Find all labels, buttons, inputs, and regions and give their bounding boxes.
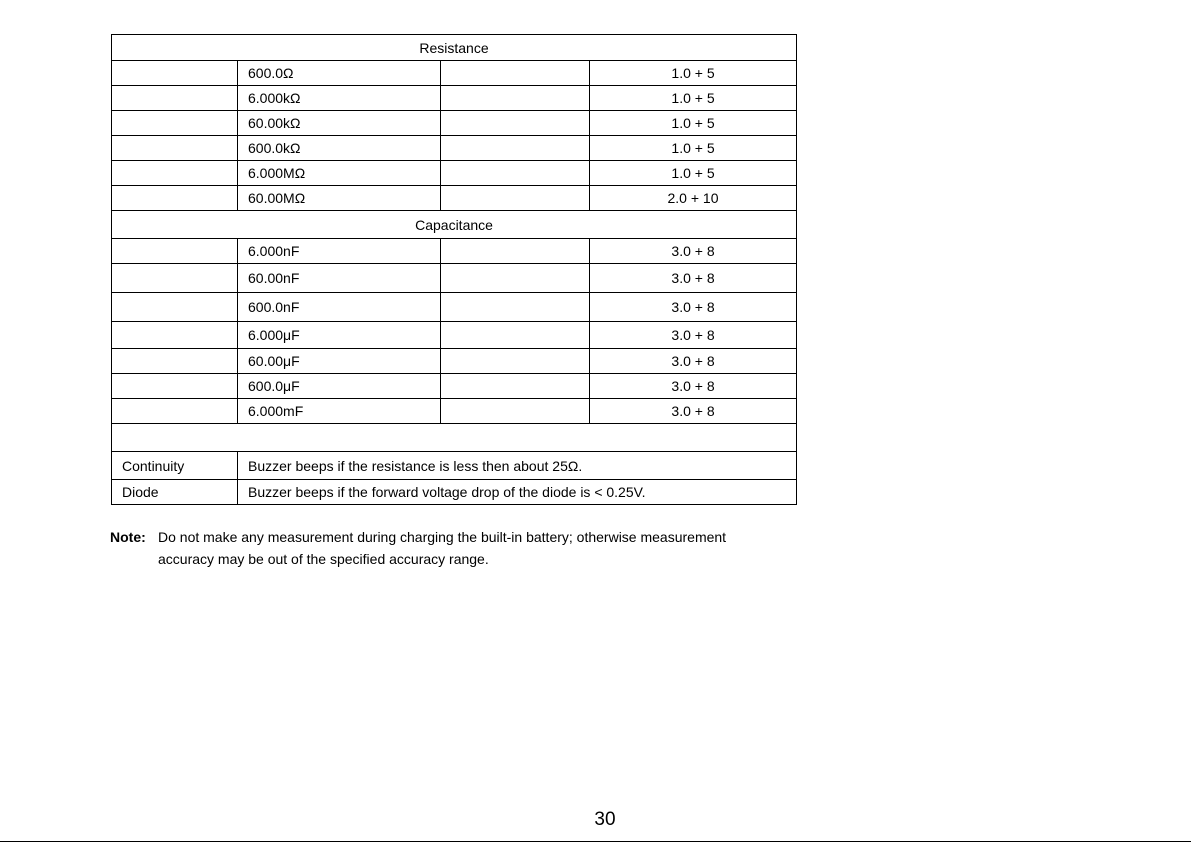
resistance-section-title: Resistance [112, 35, 797, 61]
accuracy-cell: 1.0 + 5 [590, 136, 797, 161]
range-cell: 6.000mF [238, 399, 441, 424]
resolution-cell [441, 322, 590, 349]
resolution-cell [441, 86, 590, 111]
resistance-row [112, 86, 797, 111]
diode-row [112, 480, 797, 505]
accuracy-cell: 3.0 + 8 [590, 239, 797, 264]
function-cell [112, 399, 238, 424]
resolution-cell [441, 161, 590, 186]
capacitance-row [112, 264, 797, 293]
range-cell: 6.000nF [238, 239, 441, 264]
range-cell: 6.000kΩ [238, 86, 441, 111]
range-cell: 600.0kΩ [238, 136, 441, 161]
continuity-description: Buzzer beeps if the resistance is less then about 25Ω. [238, 452, 797, 480]
diode-description: Buzzer beeps if the forward voltage drop of the diode is < 0.25V. [238, 480, 797, 505]
function-cell [112, 293, 238, 322]
function-cell [112, 374, 238, 399]
accuracy-cell: 3.0 + 8 [590, 349, 797, 374]
range-cell: 60.00MΩ [238, 186, 441, 211]
note-line-1: Do not make any measurement during charging the built-in battery; otherwise measurement [158, 529, 727, 545]
range-cell: 60.00kΩ [238, 111, 441, 136]
note-label: Note: [110, 529, 146, 545]
resistance-row [112, 111, 797, 136]
resolution-cell [441, 293, 590, 322]
capacitance-row [112, 374, 797, 399]
resolution-cell [441, 186, 590, 211]
resolution-cell [441, 349, 590, 374]
resolution-cell [441, 239, 590, 264]
range-cell: 6.000μF [238, 322, 441, 349]
function-cell [112, 239, 238, 264]
resolution-cell [441, 136, 590, 161]
resistance-header-row [112, 35, 797, 61]
resistance-row [112, 136, 797, 161]
range-cell: 600.0nF [238, 293, 441, 322]
accuracy-cell: 2.0 + 10 [590, 186, 797, 211]
function-cell [112, 186, 238, 211]
capacitance-row [112, 293, 797, 322]
range-cell: 600.0Ω [238, 61, 441, 86]
range-cell: 60.00nF [238, 264, 441, 293]
continuity-row [112, 452, 797, 480]
accuracy-cell: 1.0 + 5 [590, 86, 797, 111]
function-cell [112, 349, 238, 374]
note-block [110, 526, 830, 570]
resolution-cell [441, 374, 590, 399]
capacitance-row [112, 349, 797, 374]
specification-table [111, 34, 797, 505]
capacitance-row [112, 399, 797, 424]
capacitance-section-title: Capacitance [112, 211, 797, 239]
range-cell: 600.0μF [238, 374, 441, 399]
accuracy-cell: 3.0 + 8 [590, 374, 797, 399]
resistance-row [112, 186, 797, 211]
function-cell [112, 61, 238, 86]
accuracy-cell: 1.0 + 5 [590, 111, 797, 136]
resistance-row [112, 61, 797, 86]
empty-row [112, 424, 797, 452]
accuracy-cell: 3.0 + 8 [590, 264, 797, 293]
capacitance-row [112, 239, 797, 264]
diode-label: Diode [112, 480, 238, 505]
function-cell [112, 264, 238, 293]
accuracy-cell: 3.0 + 8 [590, 399, 797, 424]
capacitance-row [112, 322, 797, 349]
empty-cell [112, 424, 797, 452]
note-line-2: accuracy may be out of the specified accuracy range. [158, 551, 489, 567]
resolution-cell [441, 264, 590, 293]
function-cell [112, 322, 238, 349]
resolution-cell [441, 399, 590, 424]
accuracy-cell: 3.0 + 8 [590, 322, 797, 349]
range-cell: 60.00μF [238, 349, 441, 374]
page-number: 30 [594, 809, 616, 830]
accuracy-cell: 3.0 + 8 [590, 293, 797, 322]
resolution-cell [441, 111, 590, 136]
range-cell: 6.000MΩ [238, 161, 441, 186]
page-bottom-rule [0, 841, 1191, 842]
continuity-label: Continuity [112, 452, 238, 480]
function-cell [112, 136, 238, 161]
capacitance-header-row [112, 211, 797, 239]
function-cell [112, 111, 238, 136]
resistance-row [112, 161, 797, 186]
function-cell [112, 161, 238, 186]
resolution-cell [441, 61, 590, 86]
accuracy-cell: 1.0 + 5 [590, 61, 797, 86]
accuracy-cell: 1.0 + 5 [590, 161, 797, 186]
function-cell [112, 86, 238, 111]
